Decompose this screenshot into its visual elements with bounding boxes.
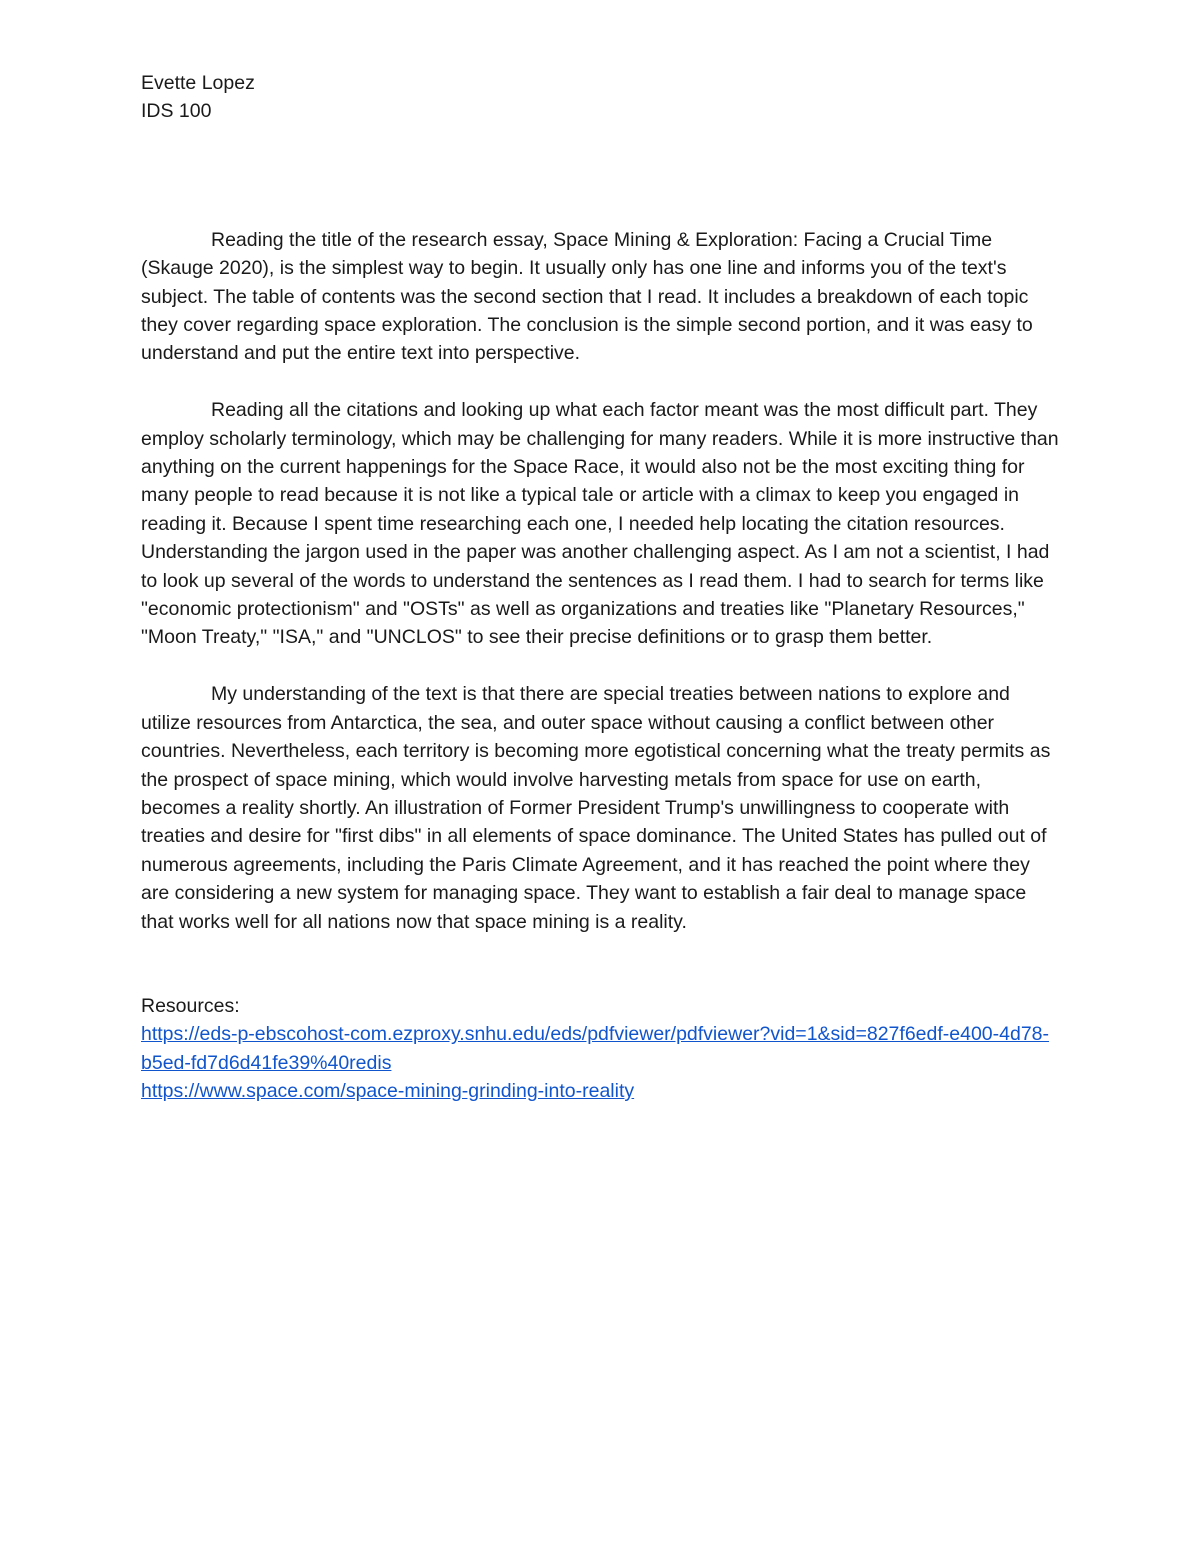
body-paragraph-2: Reading all the citations and looking up what each factor meant was the most difficult part. They employ scholarly terminology, which may be challenging for many readers. While it is more instructive than anything on the current happenings for the Space Race, it would also not be the most exciting thing for many people to read because it is not like a typical tale or article with a climax to keep you engaged in reading it. Because I spent time researching each one, I needed help locating the citation resources. Understanding the jargon used in the paper was another challenging aspect. As I am not a scientist, I had to look up several of the words to understand the sentences as I read them. I had to search for terms like "economic protectionism" and "OSTs" as well as organizations and treaties like "Planetary Resources," "Moon Treaty," "ISA," and "UNCLOS" to see their precise definitions or to grasp them better. [141,399,1059,649]
resources-spacer [141,936,1059,992]
course-code: IDS 100 [141,100,212,123]
author-name: Evette Lopez [141,72,255,94]
paragraph-gap [141,652,1059,680]
header-spacer [141,126,1059,226]
resource-link-ebsco[interactable]: https://eds-p-ebscohost-com.ezproxy.snhu.edu/eds/pdfviewer/pdfviewer?vid=1&sid=827f6edf-e400-4d78-b5ed-fd7d6d41fe39%40redis [141,1023,1050,1074]
resource-link-space-com[interactable]: https://www.space.com/space-mining-grinding-into-reality [141,1080,635,1103]
paragraph-gap [141,368,1059,396]
body-paragraph-3: My understanding of the text is that there are special treaties between nations to explore and utilize resources from Antarctica, the sea, and outer space without causing a conflict between other countries. Nevertheless, each territory is becoming more egotistical concerning what the treaty permits as the prospect of space mining, which would involve harvesting metals from space for use on earth, becomes a reality shortly. An illustration of Former President Trump's unwillingness to cooperate with treaties and desire for "first dibs" in all elements of space dominance. The United States has pulled out of numerous agreements, including the Paris Climate Agreement, and it has reached the point where they are considering a new system for managing space. They want to establish a fair deal to manage space that works well for all nations now that space mining is a reality. [141,683,1051,933]
document-content [141,69,1059,1106]
resources-heading: Resources: [141,994,240,1017]
body-paragraph-1: Reading the title of the research essay, Space Mining & Exploration: Facing a Crucial Time (Skauge 2020), is the simplest way to begin. It usually only has one line and informs you of the text's subject. The table of contents was the second section that I read. It includes a breakdown of each topic they cover regarding space exploration. The conclusion is the simple second portion, and it was easy to understand and put the entire text into perspective. [141,228,1033,365]
